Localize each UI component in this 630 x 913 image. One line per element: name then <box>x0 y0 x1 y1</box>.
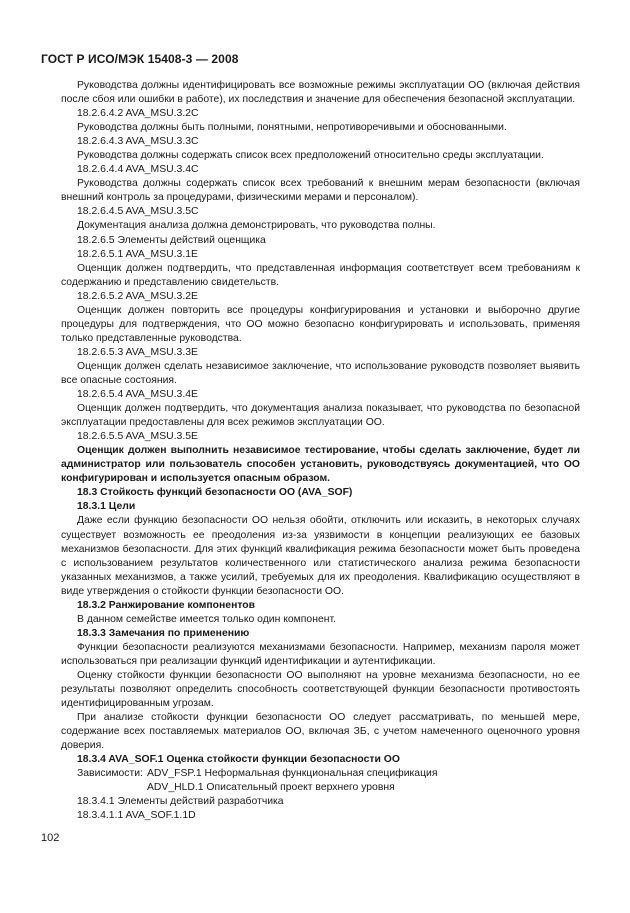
dependency-item: ADV_FSP.1 Неформальная функциональная спецификация <box>146 768 438 780</box>
paragraph: Оценку стойкости функции безопасности ОО выполняют на уровне механизма безопасности, но ее результаты позволяют определить способность соответствующей функции безопасности противостоять идентифицированным угрозам. <box>61 669 580 710</box>
paragraph: Оценщик должен повторить все процедуры конфигурирования и установки и выборочно другие процедуры для подтверждения, что ОО можно безопасно конфигурировать и использовать, применяя только представленные руководства. <box>61 304 580 344</box>
clause-number: 18.2.6.5.3 AVA_MSU.3.3E <box>77 346 198 358</box>
clause-number: 18.3.4.1.1 AVA_SOF.1.1D <box>77 810 196 822</box>
subsection-heading: 18.3.2 Ранжирование компонентов <box>77 599 256 611</box>
clause-number: 18.2.6.5.2 AVA_MSU.3.2E <box>77 290 198 302</box>
subsection-heading: 18.3.3 Замечания по применению <box>77 627 250 639</box>
paragraph: Руководства должны содержать список всех требований к внешним мерам безопасности (включая внешний контроль за процедурами, физическими мерами и персоналом). <box>61 178 580 204</box>
paragraph: Функции безопасности реализуются механизмами безопасности. Например, механизм пароля может использоваться при реализации функций идентификации и аутентификации. <box>61 641 580 667</box>
paragraph: Оценщик должен подтвердить, что представленная информация соответствует всем требованиям к содержанию и представлению свидетельств. <box>61 262 580 288</box>
bold-paragraph: Оценщик должен выполнить независимое тестирование, чтобы сделать заключение, будет ли администратор или пользователь способен установить, руководствуясь документацией, что ОО конфигурирован и используется опасным образом. <box>61 445 580 485</box>
paragraph: Даже если функцию безопасности ОО нельзя обойти, отключить или исказить, в некоторых случаях существует возможность ее преодоления из-за уязвимости в концепции реализующих ее базовых механизмов безопасности. Для этих функций квалификация режима безопасности может быть проведена с использованием результатов количественного или статистического анализа режима безопасности указанных механизмов, а также усилий, требуемых для их преодоления. Квалификацию осуществляют в виде утверждения о стойкости функции безопасности ОО. <box>61 515 580 597</box>
paragraph: Оценщик должен подтвердить, что документация анализа показывает, что руководства по безопасной эксплуатации предоставлены для всех режимов эксплуатации ОО. <box>61 403 580 429</box>
clause-number: 18.2.6.4.2 AVA_MSU.3.2C <box>77 108 199 120</box>
subsection-heading: 18.3.4 AVA_SOF.1 Оценка стойкости функции безопасности ОО <box>77 754 400 766</box>
dependencies-label: Зависимости: <box>77 768 143 780</box>
document-body <box>61 79 580 823</box>
clause-number: 18.2.6.4.3 AVA_MSU.3.3C <box>77 136 199 148</box>
subsection-heading: 18.3.1 Цели <box>77 501 136 513</box>
clause-number: 18.2.6.5.5 AVA_MSU.3.5E <box>77 431 198 443</box>
clause-number: 18.2.6.4.5 AVA_MSU.3.5C <box>77 206 199 218</box>
dependencies-list <box>143 767 438 795</box>
paragraph: Руководства должны идентифицировать все возможные режимы эксплуатации ОО (включая действия после сбоя или ошибки в работе), их последствия и значение для обеспечения безопасной эксплуатации. <box>61 80 580 106</box>
clause-heading: 18.2.6.5 Элементы действий оценщика <box>77 234 266 246</box>
section-heading: 18.3 Стойкость функций безопасности ОО (AVA_SOF) <box>77 487 353 499</box>
paragraph: При анализе стойкости функции безопасности ОО следует рассматривать, по меньшей мере, содержание всех поставляемых материалов ОО, включая ЗБ, с учетом намеченного оценочного уровня доверия. <box>61 712 580 752</box>
page-number: 102 <box>41 832 60 844</box>
document-header: ГОСТ Р ИСО/МЭК 15408-3 — 2008 <box>41 52 239 66</box>
dependencies-block <box>61 767 580 795</box>
clause-number: 18.2.6.4.4 AVA_MSU.3.4C <box>77 164 199 176</box>
clause-number: 18.2.6.5.1 AVA_MSU.3.1E <box>77 248 198 260</box>
paragraph: Оценщик должен сделать независимое заключение, что использование руководств позволяет выявить все опасные состояния. <box>61 360 580 386</box>
paragraph: Руководства должны содержать список всех предположений относительно среды эксплуатации. <box>77 150 544 162</box>
clause-heading: 18.3.4.1 Элементы действий разработчика <box>77 796 284 808</box>
paragraph: В данном семействе имеется только один компонент. <box>77 613 336 625</box>
clause-number: 18.2.6.5.4 AVA_MSU.3.4E <box>77 389 198 401</box>
paragraph: Документация анализа должна демонстрировать, что руководства полны. <box>77 220 436 232</box>
dependency-item: ADV_HLD.1 Описательный проект верхнего уровня <box>146 782 395 794</box>
paragraph: Руководства должны быть полными, понятными, непротиворечивыми и обоснованными. <box>77 122 507 134</box>
